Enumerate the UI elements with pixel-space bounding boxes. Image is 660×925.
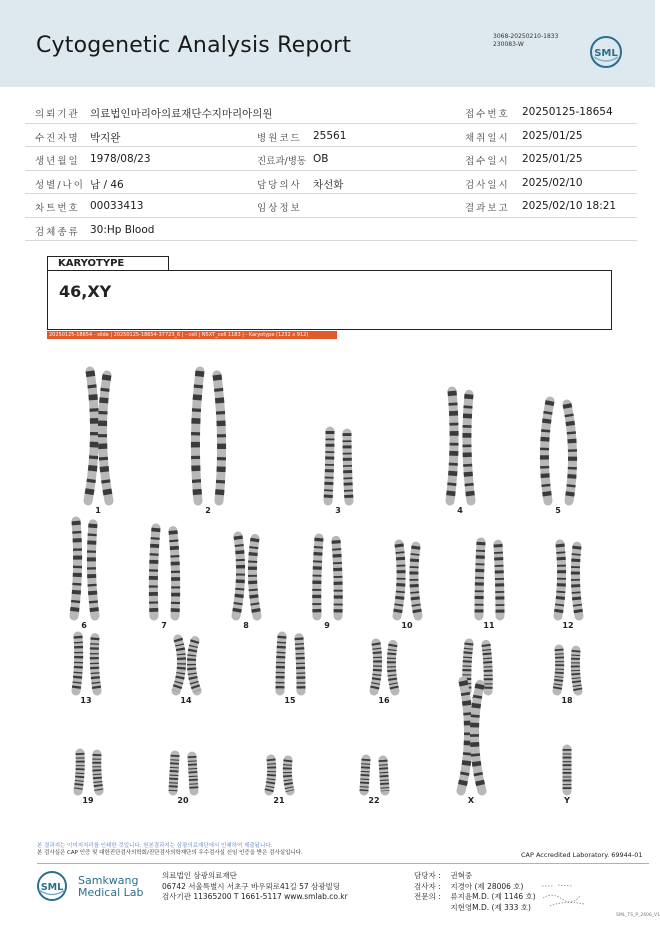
chromosome-pair: [450, 391, 471, 501]
department-label: 진료과/병동: [257, 156, 307, 167]
address-line: 06742 서울특별시 서초구 바우뫼로41길 57 삼광빌딩: [162, 881, 341, 891]
chromosome-label: 14: [180, 696, 192, 705]
receipt-date-label: 접수일시: [465, 156, 510, 167]
logo-text: SML: [594, 48, 618, 59]
chromosome-pair: [557, 649, 578, 691]
patient-info-table: [25, 100, 637, 241]
disclaimer-line1: 본 결과지는 이미지처리를 인쇄한 것입니다. 원본결과지는 삼광의료재단에서 인쇄하여 제출됩니다.: [37, 843, 273, 849]
chromosome-label: 21: [273, 796, 285, 805]
patient-value: 박지완: [90, 131, 121, 144]
chromosome-label: 17: [471, 696, 483, 705]
chromosome-label: 22: [368, 796, 380, 805]
info-row: [25, 218, 637, 242]
chromosome-pair: [317, 538, 339, 616]
lab-address: [162, 871, 348, 903]
karyogram-image: [40, 345, 630, 810]
hospital-code-value: 25561: [313, 129, 347, 142]
form-code: SML_TS_P_2406_V1: [616, 913, 660, 918]
karyotype-label: KARYOTYPE: [47, 256, 169, 271]
doctor-label: 담당의사: [257, 179, 302, 191]
chromosome-pair: [558, 544, 579, 616]
report-title: Cytogenetic Analysis Report: [36, 33, 352, 58]
samkwang-logo-icon: [35, 869, 73, 903]
chromosome-pair: [76, 636, 97, 691]
footer-logo-text: SML: [40, 882, 64, 893]
chromosome-pair: [269, 759, 290, 791]
chromosome-pair: [74, 521, 95, 616]
signatories: [414, 871, 536, 913]
sml-logo-icon: [589, 35, 623, 69]
chromosome-pair: [195, 371, 221, 501]
staff-value: 권혁중: [450, 871, 473, 880]
chromosome-pair: [88, 371, 109, 501]
test-date-value: 2025/02/10: [522, 176, 583, 189]
chromosome-pair: [374, 643, 395, 691]
chromosome-pair: [397, 544, 418, 616]
chromosome-pair: [544, 401, 572, 501]
chromosome-label: 5: [555, 506, 561, 515]
chromosome-label: 15: [284, 696, 296, 705]
sex-age-value: 남 / 46: [90, 178, 124, 191]
foundation-name: 의료법인 삼광의료재단: [162, 871, 237, 880]
dob-label: 생년월일: [35, 156, 80, 167]
karyotype-value: 46,XY: [59, 282, 112, 301]
org-name-1: Samkwang: [78, 874, 139, 887]
receipt-no-value: 20250125-18654: [522, 106, 613, 118]
report-header: [0, 0, 655, 87]
specimen-value: 30:Hp Blood: [90, 223, 155, 236]
chromosome-label: 11: [483, 621, 495, 630]
institution-label: 의뢰기관: [35, 109, 80, 120]
chromosome-label: 19: [82, 796, 94, 805]
tech-value: 지경아 (제 28006 호): [450, 881, 524, 891]
receipt-date-value: 2025/01/25: [522, 153, 583, 165]
info-row: [25, 194, 637, 218]
chromosome-label: 9: [324, 621, 330, 630]
department-value: OB: [313, 153, 329, 165]
info-row: [25, 147, 637, 171]
specialist-2: 지현영M.D. (제 333 호): [450, 902, 531, 912]
chromosome-label: 20: [177, 796, 189, 805]
org-name-2: Medical Lab: [78, 886, 144, 899]
doc-code-line1: 3068-20250210-1833: [493, 33, 559, 40]
chromosome-label: 7: [161, 621, 167, 630]
staff-label: 담당자 :: [414, 871, 441, 880]
collection-date-label: 채취일시: [465, 132, 510, 144]
patient-label: 수진자명: [35, 132, 80, 144]
chromosome-label: 16: [378, 696, 390, 705]
sex-age-label: 성별/나이: [35, 179, 85, 191]
chromosome-pair: [364, 759, 385, 791]
institution-value: 의료법인마리아의료재단수지마리아의원: [90, 108, 273, 120]
specimen-label: 검체종류: [35, 226, 80, 238]
info-row: [25, 171, 637, 195]
chromosome-label: 6: [81, 621, 87, 630]
dob-value: 1978/08/23: [90, 153, 151, 165]
contact-line: 검사기관 11365200 T 1661-5117 www.smlab.co.kr: [162, 892, 348, 901]
report-date-label: 결과보고: [465, 203, 510, 214]
karyotype-result-box: [47, 270, 612, 330]
chart-no-label: 차트번호: [35, 203, 80, 214]
disclaimer-line2: 본 검사실은 CAP 인증 및 대한진단검사의학회/진단검사의학재단의 우수검사실 신임 인증을 받은 검사실입니다.: [37, 850, 303, 856]
chromosome-label: 13: [80, 696, 92, 705]
chromosome-label: 18: [561, 696, 573, 705]
specialist-label: 전문의 :: [414, 892, 441, 901]
chromosome-label: 2: [205, 506, 211, 515]
specialist-1: 류지윤M.D. (제 1146 호): [450, 892, 536, 901]
samkwang-name: [78, 875, 144, 899]
chromosome-label: X: [467, 796, 475, 805]
chromosome-pair: [173, 755, 194, 791]
cap-accreditation: CAP Accredited Laboratory. 69944-01: [521, 851, 643, 859]
report-date-value: 2025/02/10 18:21: [522, 200, 617, 212]
chromosome-pair: [280, 636, 301, 691]
chromosome-label: 1: [95, 506, 101, 515]
chromosome-pair: [479, 542, 500, 616]
chromosome-pair: [78, 753, 99, 791]
chart-no-value: 00033413: [90, 200, 144, 212]
tech-label: 검사자 :: [414, 881, 441, 891]
chromosome-label: 10: [401, 621, 413, 630]
document-code: [493, 33, 558, 49]
chromosome-label: 12: [562, 621, 574, 630]
karyogram-caption: 20250125-18654 - slide | 20250125-18654-37723_6 | - cell | N5XT_cell 1183 | - Karyotype (1232 x 912): [47, 331, 337, 339]
info-row: [25, 100, 637, 124]
clinical-info-label: 임상정보: [257, 203, 302, 214]
disclaimer: [37, 843, 303, 857]
chromosome-label: Y: [564, 796, 570, 805]
chromosome-pair: [153, 528, 175, 616]
footer-divider: [37, 863, 649, 864]
chromosome-label: 3: [335, 506, 341, 515]
chromosome-pair: [328, 431, 349, 501]
doc-code-line2: 230083-W: [493, 41, 524, 48]
chromosome-label: 4: [457, 506, 463, 515]
doctor-value: 차선화: [313, 178, 344, 191]
signature-scribble: [540, 880, 590, 910]
info-row: [25, 124, 637, 148]
test-date-label: 검사일시: [465, 179, 510, 191]
chromosome-label: 8: [243, 621, 249, 630]
receipt-no-label: 접수번호: [465, 109, 510, 120]
chromosome-pair: [236, 536, 257, 616]
chromosome-pair: [176, 639, 197, 691]
hospital-code-label: 병원코드: [257, 132, 302, 144]
collection-date-value: 2025/01/25: [522, 129, 583, 142]
